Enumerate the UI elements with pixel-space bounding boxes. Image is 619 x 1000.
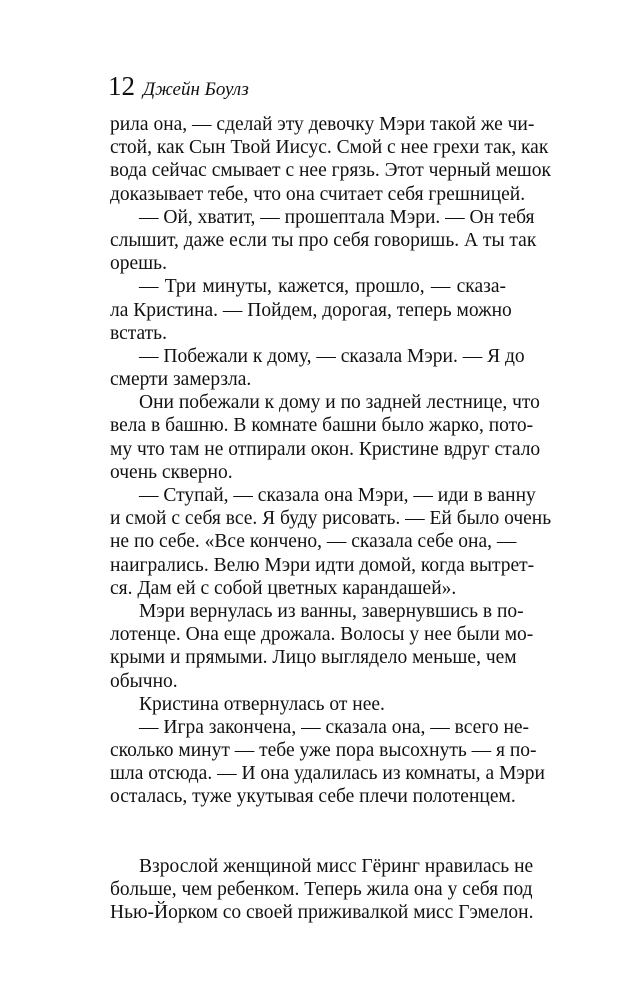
text-line: орешь. [110,253,167,275]
text-line: — Ой, хватит, — прошептала Мэри. — Он тебя [139,206,535,228]
text-line: лотенце. Она еще дрожала. Волосы у нее были мо- [110,624,534,646]
text-line: наигрались. Велю Мэри идти домой, когда вытрет- [110,554,535,576]
text-line: стой, как Сын Твой Иисус. Смой с нее грехи так, как [110,137,549,159]
text-line: Кристина отвернулась от нее. [139,693,385,715]
text-line: смерти замерзла. [110,369,252,391]
body-text [110,113,552,924]
text-line: Мэри вернулась из ванны, завернувшись в по- [139,600,524,622]
text-line: сколько минут — тебе уже пора высохнуть — я по- [110,740,537,762]
text-line: больше, чем ребенком. Теперь жила она у себя под [110,878,533,900]
page-number: 12 [108,71,135,101]
text-line: и смой с себя все. Я буду рисовать. — Ей было очень [110,508,552,530]
text-line: слышит, даже если ты про себя говоришь. А ты так [110,229,537,251]
text-line: Взрослой женщиной мисс Гёринг нравилась не [139,855,534,877]
running-title: Джейн Боулз [143,79,249,100]
text-line: Нью-Йорком со своей приживалкой мисс Гэмелон. [110,902,534,923]
text-line: крыми и прямыми. Лицо выглядело меньше, чем [110,647,517,669]
text-line: не по себе. «Все кончено, — сказала себе она, — [110,531,517,553]
text-line: очень скверно. [110,461,233,483]
text-line: — Побежали к дому, — сказала Мэри. — Я до [139,345,525,367]
text-line: вода сейчас смывает с нее грязь. Этот черный мешок [110,160,551,182]
text-line: — Игра закончена, — сказала она, — всего не- [139,716,530,738]
text-line: Они побежали к дому и по задней лестнице, что [139,392,540,414]
text-line: встать. [110,322,167,344]
running-head [108,66,249,111]
section-break [110,809,506,855]
text-line: — Три минуты, кажется, прошло, — сказа- [139,276,506,298]
text-line: ся. Дам ей с собой цветных карандашей». [110,577,457,599]
text-line: доказывает тебе, что она считает себя грешницей. [110,183,526,205]
text-line: ла Кристина. — Пойдем, дорогая, теперь можно [110,299,512,321]
text-line: — Ступай, — сказала она Мэри, — иди в ванну [139,485,536,506]
text-line: обычно. [110,670,178,692]
text-line: вела в башню. В комнате башни было жарко, пото- [110,415,534,437]
text-line: му что там не отпирали окон. Кристине вдруг стало [110,438,541,460]
text-line: осталась, туже укутывая себе плечи полотенцем. [110,786,516,808]
text-line: шла отсюда. — И она удалилась из комнаты, а Мэри [110,763,545,785]
text-line: рила она, — сделай эту девочку Мэри такой же чи- [110,114,535,135]
